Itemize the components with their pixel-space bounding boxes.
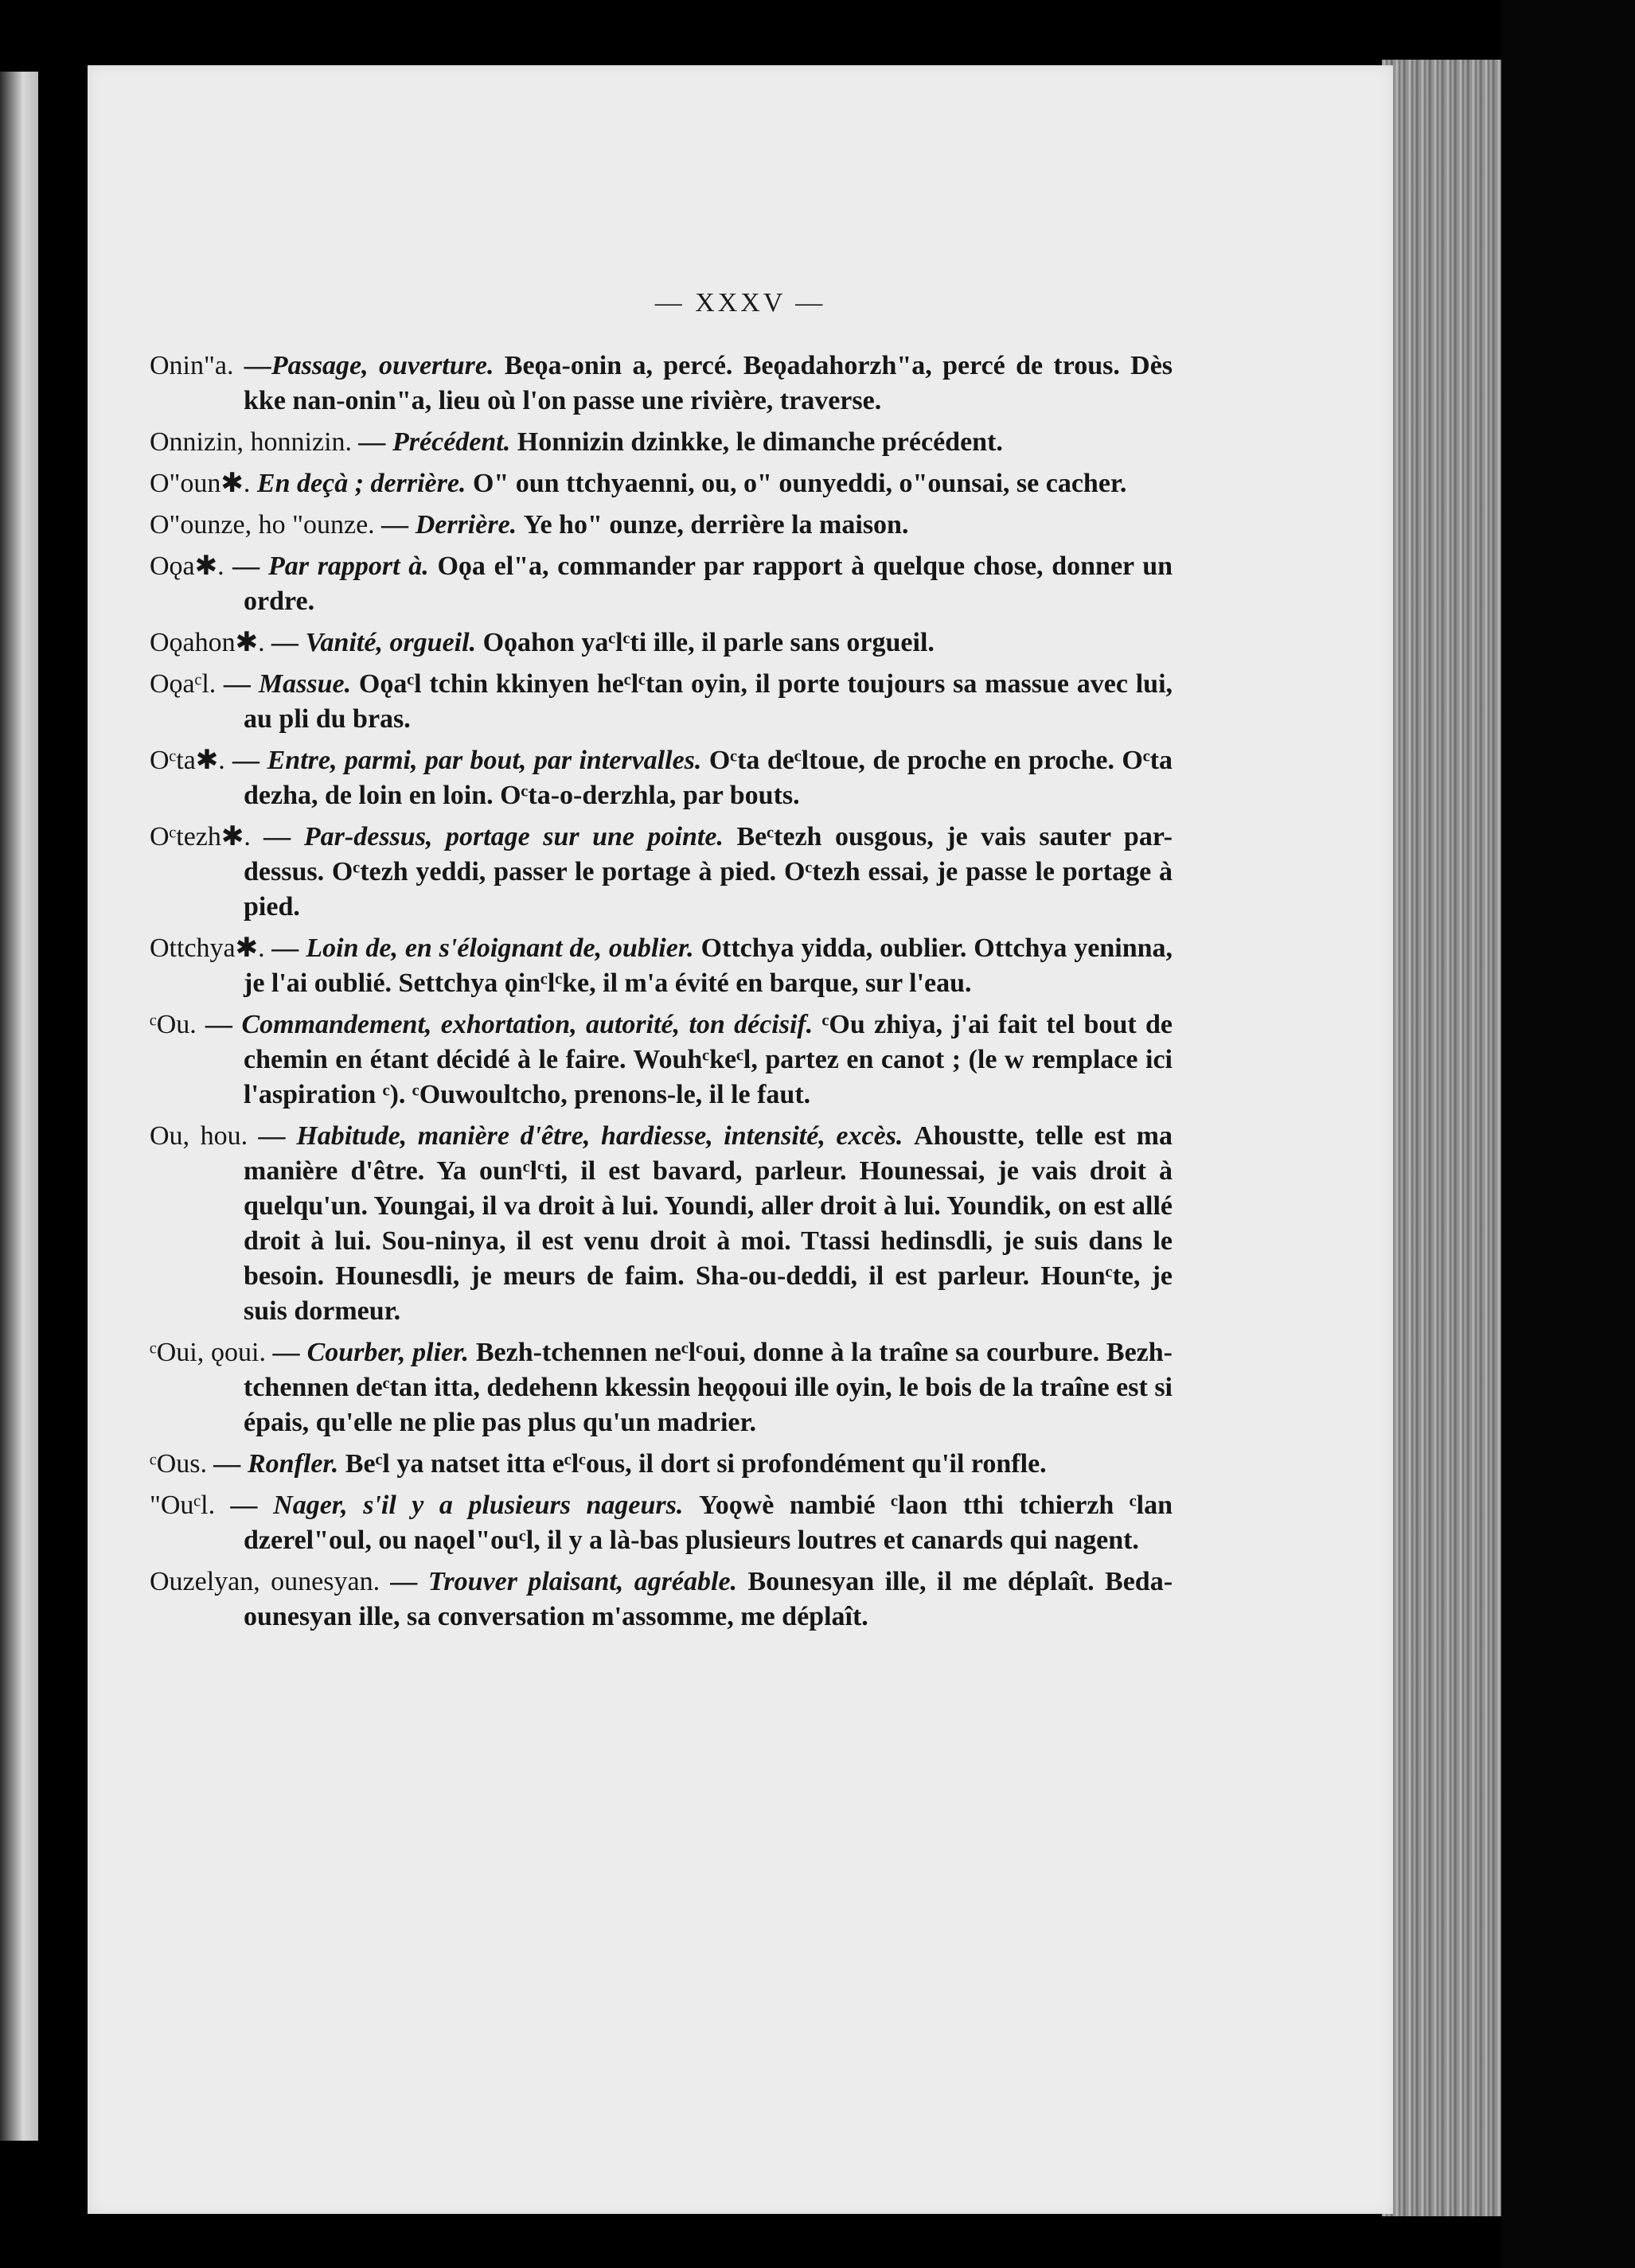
entry-examples: Bezh-tchennen neᶜlᶜoui, donne à la traîne sa courbure. Bezh-tchennen deᶜtan itta, dedehenn kkessin heǫǫoui ille oyin, le bois de la traîne est si épais, qu'elle ne plie pas plus qu'un madrier. <box>244 1338 1173 1437</box>
entry-headword: Oᶜta✱. <box>150 746 225 775</box>
entry-gloss: En deçà ; derrière. <box>256 469 466 498</box>
entry-gloss: — Vanité, orgueil. <box>271 628 477 657</box>
previous-page-edge <box>0 72 38 2141</box>
entry-gloss: — Habitude, manière d'être, hardiesse, intensité, excès. <box>258 1121 903 1151</box>
entry-gloss: — Massue. <box>224 669 352 699</box>
entry-headword: Oǫa✱. <box>150 551 224 581</box>
dictionary-entry <box>150 1335 1173 1440</box>
entry-gloss: — Loin de, en s'éloignant de, oublier. <box>271 933 694 963</box>
dictionary-entry <box>150 820 1173 925</box>
dictionary-entry <box>150 425 1173 460</box>
entry-gloss: — Par rapport à. <box>232 551 429 581</box>
dictionary-entry <box>150 549 1173 619</box>
dictionary-entry <box>150 931 1173 1001</box>
entry-gloss: — Ronfler. <box>213 1449 339 1479</box>
entry-headword: ᶜOus. <box>150 1449 207 1479</box>
entry-headword: O"ounze, ho "ounze. <box>150 510 375 540</box>
entry-examples: Oᶜta deᶜltoue, de proche en proche. Oᶜta dezha, de loin en loin. Oᶜta-o-derzhla, par bouts. <box>244 746 1173 810</box>
entry-headword: Ou, hou. <box>150 1121 248 1151</box>
entry-examples: ᶜOu zhiya, j'ai fait tel bout de chemin en étant décidé à le faire. Wouhᶜkeᶜl, partez en canot ; (le w remplace ici l'aspiration ᶜ). ᶜOuwoultcho, prenons-le, il le faut. <box>244 1010 1173 1109</box>
book-page-edges <box>1382 60 1501 2216</box>
entry-gloss: —Passage, ouverture. <box>244 351 494 380</box>
page-number: — XXXV — <box>654 288 826 318</box>
dictionary-entry <box>150 625 1173 661</box>
entry-examples: Bounesyan ille, il me déplaît. Beda-ounesyan ille, sa conversation m'assomme, me déplaît. <box>244 1567 1173 1631</box>
entry-headword: ᶜOui, ǫoui. <box>150 1338 266 1367</box>
dictionary-entry <box>150 1565 1173 1635</box>
entry-gloss: — Commandement, exhortation, autorité, ton décisif. <box>205 1010 814 1039</box>
entry-headword: O"oun✱. <box>150 469 251 498</box>
dictionary-entries <box>150 349 1173 1641</box>
dictionary-entry <box>150 508 1173 543</box>
entry-examples: Ahoustte, telle est ma manière d'être. Ya ounᶜlᶜti, il est bavard, parleur. Hounessai, je vais droit à quelqu'un. Youngai, il va droit à lui. Youndi, aller droit à lui. Youndik, on est allé droit à lui. Sou-ninya, il est venu droit à moi. Ttassi hedinsdli, je suis dans le besoin. Hounesdli, je meurs de faim. Sha-ou-deddi, il est parleur. Hounᶜte, je suis dormeur. <box>244 1121 1173 1326</box>
entry-headword: ᶜOu. <box>150 1010 197 1039</box>
entry-examples: Beᶜl ya natset itta eᶜlᶜous, il dort si profondément qu'il ronfle. <box>345 1449 1047 1479</box>
entry-headword: "Ouᶜl. <box>150 1491 216 1520</box>
dictionary-entry <box>150 466 1173 501</box>
entry-headword: Ottchya✱. <box>150 933 265 963</box>
entry-examples: Oǫaᶜl tchin kkinyen heᶜlᶜtan oyin, il porte toujours sa massue avec lui, au pli du bras. <box>244 669 1173 734</box>
entry-examples: Beᶜtezh ousgous, je vais sauter par-dessus. Oᶜtezh yeddi, passer le portage à pied. Oᶜtezh essai, je passe le portage à pied. <box>244 822 1173 922</box>
dictionary-entry <box>150 743 1173 813</box>
entry-gloss: — Entre, parmi, par bout, par intervalles. <box>232 746 702 775</box>
entry-examples: Ye ho" ounze, derrière la maison. <box>523 510 909 540</box>
entry-gloss: — Nager, s'il y a plusieurs nageurs. <box>230 1491 684 1520</box>
dictionary-entry <box>150 667 1173 737</box>
entry-headword: Oᶜtezh✱. <box>150 822 251 851</box>
dictionary-entry <box>150 349 1173 419</box>
entry-headword: Oǫahon✱. <box>150 628 265 657</box>
entry-examples: Beǫa-onin a, percé. Beǫadahorzh"a, percé de trous. Dès kke nan-onin"a, lieu où l'on passe une rivière, traverse. <box>244 351 1173 415</box>
entry-gloss: — Par-dessus, portage sur une pointe. <box>263 822 724 851</box>
entry-gloss: — Derrière. <box>381 510 517 540</box>
entry-gloss: — Précédent. <box>358 427 511 457</box>
entry-headword: Onin"a. <box>150 351 234 380</box>
entry-examples: Honnizin dzinkke, le dimanche précédent. <box>517 427 1003 457</box>
dictionary-entry <box>150 1447 1173 1482</box>
entry-gloss: — Courber, plier. <box>272 1338 470 1367</box>
entry-headword: Onnizin, honnizin. <box>150 427 353 457</box>
entry-examples: O" oun ttchyaenni, ou, o" ounyeddi, o"ounsai, se cacher. <box>472 469 1127 498</box>
entry-examples: Oǫa el"a, commander par rapport à quelque chose, donner un ordre. <box>244 551 1173 616</box>
scan-background <box>1501 0 1635 2268</box>
entry-examples: Yoǫwè nambié ᶜlaon tthi tchierzh ᶜlan dzerel"oul, ou naǫel"ouᶜl, il y a là-bas plusieurs loutres et canards qui nagent. <box>244 1491 1173 1555</box>
dictionary-entry <box>150 1007 1173 1113</box>
entry-headword: Oǫaᶜl. <box>150 669 217 699</box>
entry-headword: Ouzelyan, ounesyan. <box>150 1567 380 1596</box>
dictionary-entry <box>150 1488 1173 1558</box>
entry-examples: Oǫahon yaᶜlᶜti ille, il parle sans orgueil. <box>482 628 935 657</box>
dictionary-entry <box>150 1119 1173 1329</box>
entry-examples: Ottchya yidda, oublier. Ottchya yeninna, je l'ai oublié. Settchya ǫinᶜlᶜke, il m'a évité en barque, sur l'eau. <box>244 933 1173 998</box>
entry-gloss: — Trouver plaisant, agréable. <box>390 1567 738 1596</box>
